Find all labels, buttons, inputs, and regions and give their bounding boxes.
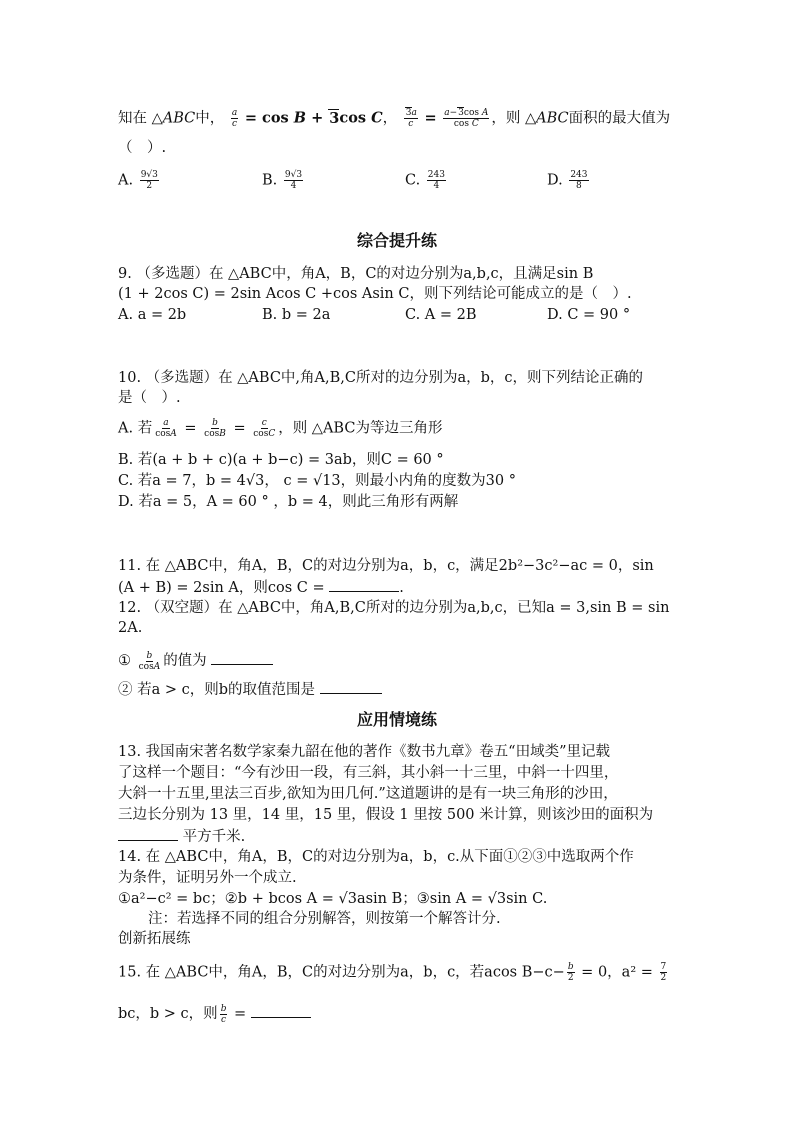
- q13-stem-line2: 了这样一个题目：“今有沙田一段，有三斜，其小斜一十三里，中斜一十四里，: [118, 765, 619, 781]
- q15-answer-blank[interactable]: [251, 1003, 311, 1018]
- q12-answer-blank-1[interactable]: [211, 650, 273, 665]
- q10-option-b[interactable]: B. 若(a + b + c)(a + b−c) = 3ab，则C = 60 °: [118, 452, 444, 468]
- q10-option-c[interactable]: C. 若a = 7，b = 4√3， c = √13，则最小内角的度数为30 °: [118, 473, 516, 489]
- q8-option-a[interactable]: A. $\frac{9√3}{2}$: [118, 170, 158, 191]
- q9-option-b[interactable]: B. b = 2a: [262, 307, 331, 323]
- q13-stem-line1: 13. 我国南宋著名数学家秦九韶在他的著作《数书九章》卷五“田域类”里记载: [118, 744, 610, 760]
- q8-stem-line1: 知在 △ABC中， $\frac{a}{c}$ = cos B + 3cos C， $\frac{3a}{c}$ = $\frac{\text{a−3cos A}}{\text{cos C}}$ ，则 △ABC面积的最大值为: [118, 108, 671, 129]
- q9-option-c[interactable]: C. A = 2B: [405, 307, 477, 323]
- q12-stem-line2: 2A.: [118, 620, 143, 636]
- q8-option-d[interactable]: D. $\frac{243}{8}$: [547, 170, 588, 191]
- q8-option-b[interactable]: B. $\frac{9√3}{4}$: [262, 170, 303, 191]
- q13-stem-line4: 三边长分别为 13 里，14 里，15 里，假设 1 里按 500 米计算，则该沙田的面积为: [118, 807, 654, 823]
- q15-stem-line1: 15. 在 △ABC中，角A，B，C的对边分别为a，b，c，若acos B−c− $\frac{b}{2}$ = 0，a² = $\frac{7}{2}$: [118, 962, 667, 983]
- q10-stem-line2: 是（ ）.: [118, 390, 181, 406]
- q13-stem-line5: 平方千米.: [118, 826, 245, 847]
- q10-option-a[interactable]: A. 若 $\frac{a}{\cos A}$ = $\frac{b}{\cos B}$ = $\frac{c}{\cos C}$ ，则 △ABC为等边三角形: [118, 418, 443, 439]
- q14-stem-line1: 14. 在 △ABC中，角A，B，C的对边分别为a，b，c.从下面①②③中选取两个作: [118, 849, 634, 865]
- q12-item-2: ② 若a > c，则b的取值范围是: [118, 679, 382, 700]
- q11-answer-blank[interactable]: [329, 577, 399, 592]
- q9-option-a[interactable]: A. a = 2b: [118, 307, 187, 323]
- q14-stem-line2: 为条件，证明另外一个成立.: [118, 870, 297, 886]
- q10-stem-line1: 10. （多选题）在 △ABC中,角A,B,C所对的边分别为a，b，c，则下列结论正确的: [118, 370, 644, 386]
- q11-stem-line1: 11. 在 △ABC中，角A，B，C的对边分别为a，b，c，满足2b²−3c²−ac = 0，sin: [118, 558, 654, 574]
- section-title-comprehensive: 综合提升练: [356, 231, 437, 250]
- q10-option-d[interactable]: D. 若a = 5，A = 60 ° ，b = 4，则此三角形有两解: [118, 494, 459, 510]
- q9-option-d[interactable]: D. C = 90 °: [547, 307, 631, 323]
- q8-option-c[interactable]: C. $\frac{243}{4}$: [405, 170, 445, 191]
- q11-stem-line2: (A + B) = 2sin A，则cos C = .: [118, 577, 404, 598]
- section-title-innovation: 创新拓展练: [118, 931, 191, 947]
- q9-stem-line1: 9. （多选题）在 △ABC中，角A，B，C的对边分别为a,b,c，且满足sin B: [118, 266, 594, 282]
- q14-note: 注：若选择不同的组合分别解答，则按第一个解答计分.: [148, 911, 501, 927]
- q14-conditions: ①a²−c² = bc；②b + bcos A = √3asin B；③sin A = √3sin C.: [118, 891, 548, 907]
- q8-paren: （ ）.: [118, 140, 167, 156]
- q12-item-1: ① $\frac{b}{\cos A}$ 的值为: [118, 650, 273, 672]
- q13-stem-line3: 大斜一十五里,里法三百步,欲知为田几何.”这道题讲的是有一块三角形的沙田，: [118, 786, 618, 802]
- q9-stem-line2: (1 + 2cos C) = 2sin Acos C +cos Asin C，则下列结论可能成立的是（ ）.: [118, 286, 632, 302]
- q15-stem-line2: bc，b > c，则 $\frac{b}{c}$ =: [118, 1003, 311, 1025]
- q12-answer-blank-2[interactable]: [320, 679, 382, 694]
- q13-answer-blank[interactable]: [118, 826, 178, 841]
- section-title-application: 应用情境练: [356, 710, 437, 729]
- q12-stem-line1: 12. （双空题）在 △ABC中，角A,B,C所对的边分别为a,b,c，已知a = 3,sin B = sin: [118, 600, 670, 616]
